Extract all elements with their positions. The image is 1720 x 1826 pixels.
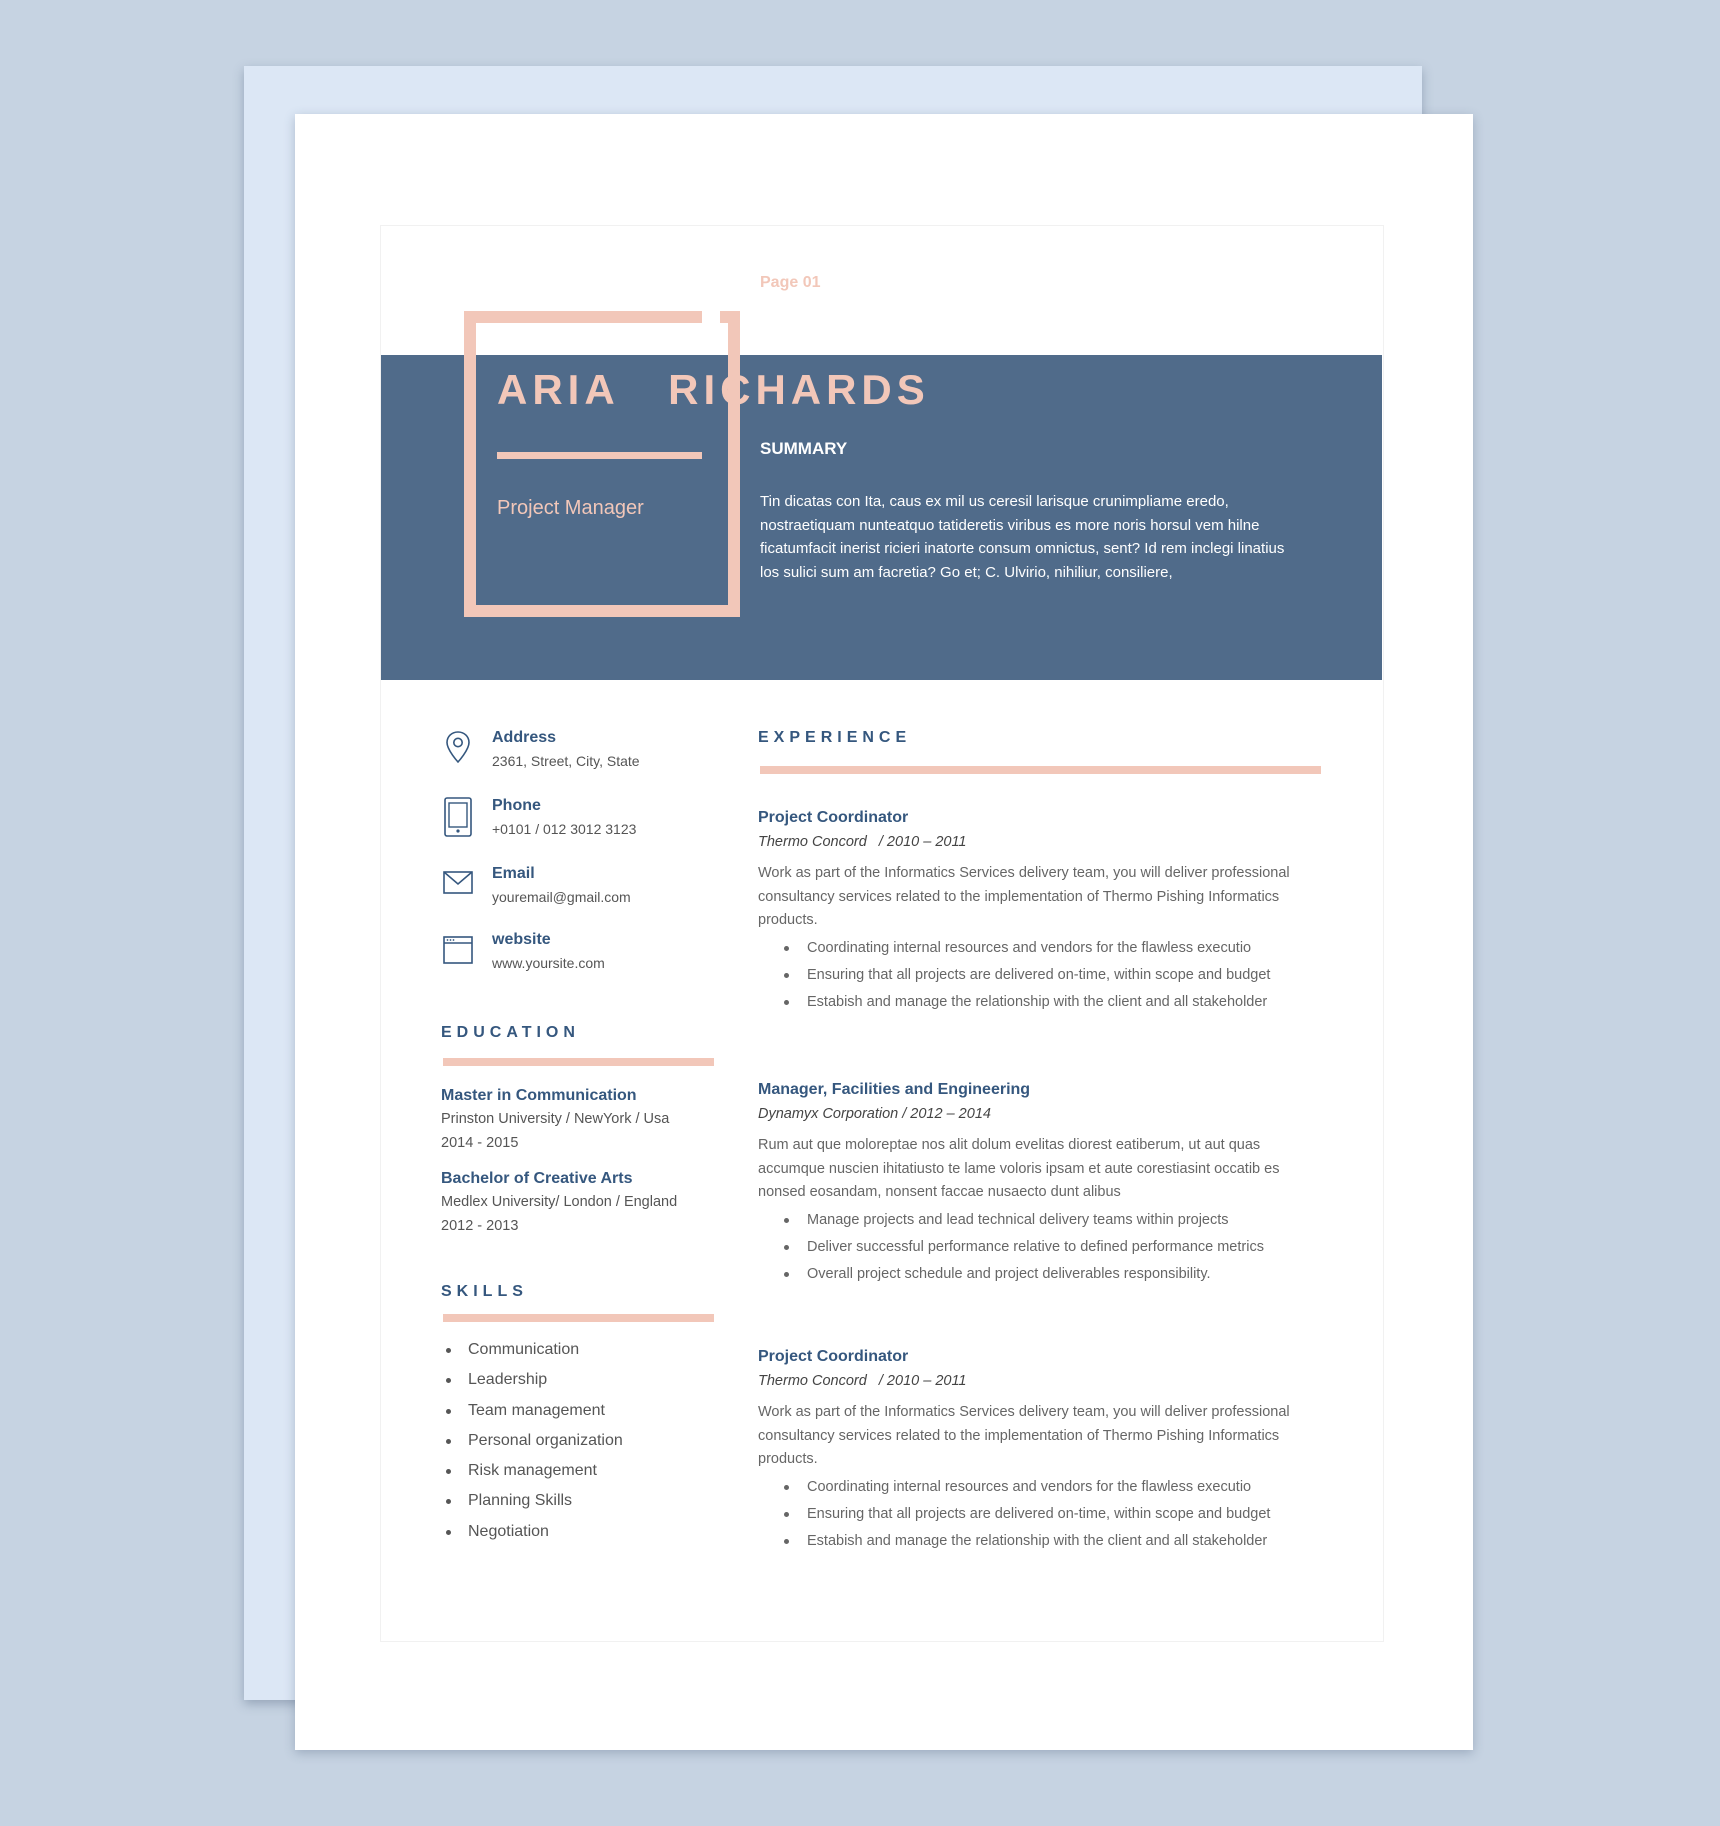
skills-heading: SKILLS [441, 1283, 528, 1300]
envelope-icon [442, 865, 474, 901]
skills-rule [443, 1314, 714, 1322]
skill-item: Risk management [442, 1456, 623, 1486]
location-pin-icon [442, 729, 474, 765]
skill-item: Planning Skills [442, 1486, 623, 1516]
education-rule [443, 1058, 714, 1066]
job-bullet: Deliver successful performance relative to defined performance metrics [758, 1234, 1328, 1261]
education-heading: EDUCATION [441, 1024, 580, 1041]
skill-item: Team management [442, 1396, 623, 1426]
job-bullet: Coordinating internal resources and vendors for the flawless executio [758, 935, 1328, 962]
name-underline [497, 452, 702, 459]
job-bullet: Ensuring that all projects are delivered on-time, within scope and budget [758, 1501, 1328, 1528]
job-bullet: Ensuring that all projects are delivered on-time, within scope and budget [758, 962, 1328, 989]
school-name: Prinston University / NewYork / Usa [441, 1111, 670, 1127]
skill-item: Leadership [442, 1365, 623, 1395]
job-description: Work as part of the Informatics Services delivery team, you will deliver professional consultancy services related to the implementation of Thermo Pishing Informatics products. [758, 1404, 1290, 1467]
job-bullet: Estabish and manage the relationship with the client and all stakeholder [758, 989, 1328, 1016]
job-bullets [758, 935, 1328, 1016]
page-number: Page 01 [760, 274, 821, 291]
degree-title: Master in Communication [441, 1087, 637, 1104]
education-item [441, 1084, 669, 1155]
job-role: Project Coordinator [758, 809, 909, 826]
job-role: Project Coordinator [758, 1348, 909, 1365]
school-name: Medlex University/ London / England [441, 1194, 678, 1210]
job-bullet: Estabish and manage the relationship with the client and all stakeholder [758, 1528, 1328, 1555]
job-bullet: Manage projects and lead technical delivery teams within projects [758, 1207, 1328, 1234]
education-item [441, 1167, 677, 1238]
experience-entry [758, 806, 1328, 1016]
resume-page [295, 114, 1473, 1750]
summary-heading: SUMMARY [760, 439, 848, 458]
frame-gap-top [702, 310, 720, 355]
job-bullet: Coordinating internal resources and vendors for the flawless executio [758, 1474, 1328, 1501]
job-bullet: Overall project schedule and project deliverables responsibility. [758, 1261, 1328, 1288]
job-company: Dynamyx Corporation / 2012 – 2014 [758, 1106, 991, 1122]
job-company: Thermo Concord / 2010 – 2011 [758, 1373, 967, 1389]
experience-entry [758, 1345, 1328, 1555]
skills-list [442, 1335, 623, 1547]
email-value: youremail@gmail.com [492, 889, 631, 905]
experience-entry [758, 1078, 1328, 1288]
experience-rule [760, 766, 1321, 774]
contact-label: website [492, 931, 551, 948]
skill-item: Personal organization [442, 1426, 623, 1456]
candidate-name: ARIA RICHARDS [497, 366, 930, 413]
summary-text: Tin dicatas con Ita, caus ex mil us ceresil larisque crunimpliame eredo, nostraetiquam nunteatquo tatideretis viribus es more noris horsul vem hilne ficatumfacit inerist ricieri inatorte consum omnictus, sent? Id rem inclegi linatius los sulici sum am facretia? Go et; C. Ulvirio, nihiliur, consiliere, [760, 493, 1285, 581]
contact-label: Address [492, 729, 557, 746]
skill-item: Negotiation [442, 1517, 623, 1547]
experience-heading: EXPERIENCE [758, 729, 912, 746]
phone-value: +0101 / 012 3012 3123 [492, 821, 637, 837]
job-description: Rum aut que moloreptae nos alit dolum evelitas diorest eatiberum, ut aut quas accumque nuscien ihitatiusto te lame voloris ipsam et aute corestiasint occatib es nonsed eosandam, nonsent faccae nusaecto dunt alibus [758, 1137, 1280, 1200]
contact-label: Email [492, 865, 535, 882]
school-years: 2014 - 2015 [441, 1134, 519, 1151]
browser-window-icon [442, 931, 474, 967]
school-years: 2012 - 2013 [441, 1217, 519, 1234]
skill-item: Communication [442, 1335, 623, 1365]
address-value: 2361, Street, City, State [492, 753, 640, 769]
contact-label: Phone [492, 797, 541, 814]
phone-icon [442, 797, 474, 837]
name-decoration-frame [464, 311, 740, 617]
job-bullets [758, 1474, 1328, 1555]
website-value: www.yoursite.com [492, 955, 605, 971]
job-role: Manager, Facilities and Engineering [758, 1081, 1031, 1098]
degree-title: Bachelor of Creative Arts [441, 1170, 633, 1187]
job-bullets [758, 1207, 1328, 1288]
job-description: Work as part of the Informatics Services delivery team, you will deliver professional consultancy services related to the implementation of Thermo Pishing Informatics products. [758, 865, 1290, 928]
candidate-title: Project Manager [497, 497, 644, 519]
job-company: Thermo Concord / 2010 – 2011 [758, 834, 967, 850]
